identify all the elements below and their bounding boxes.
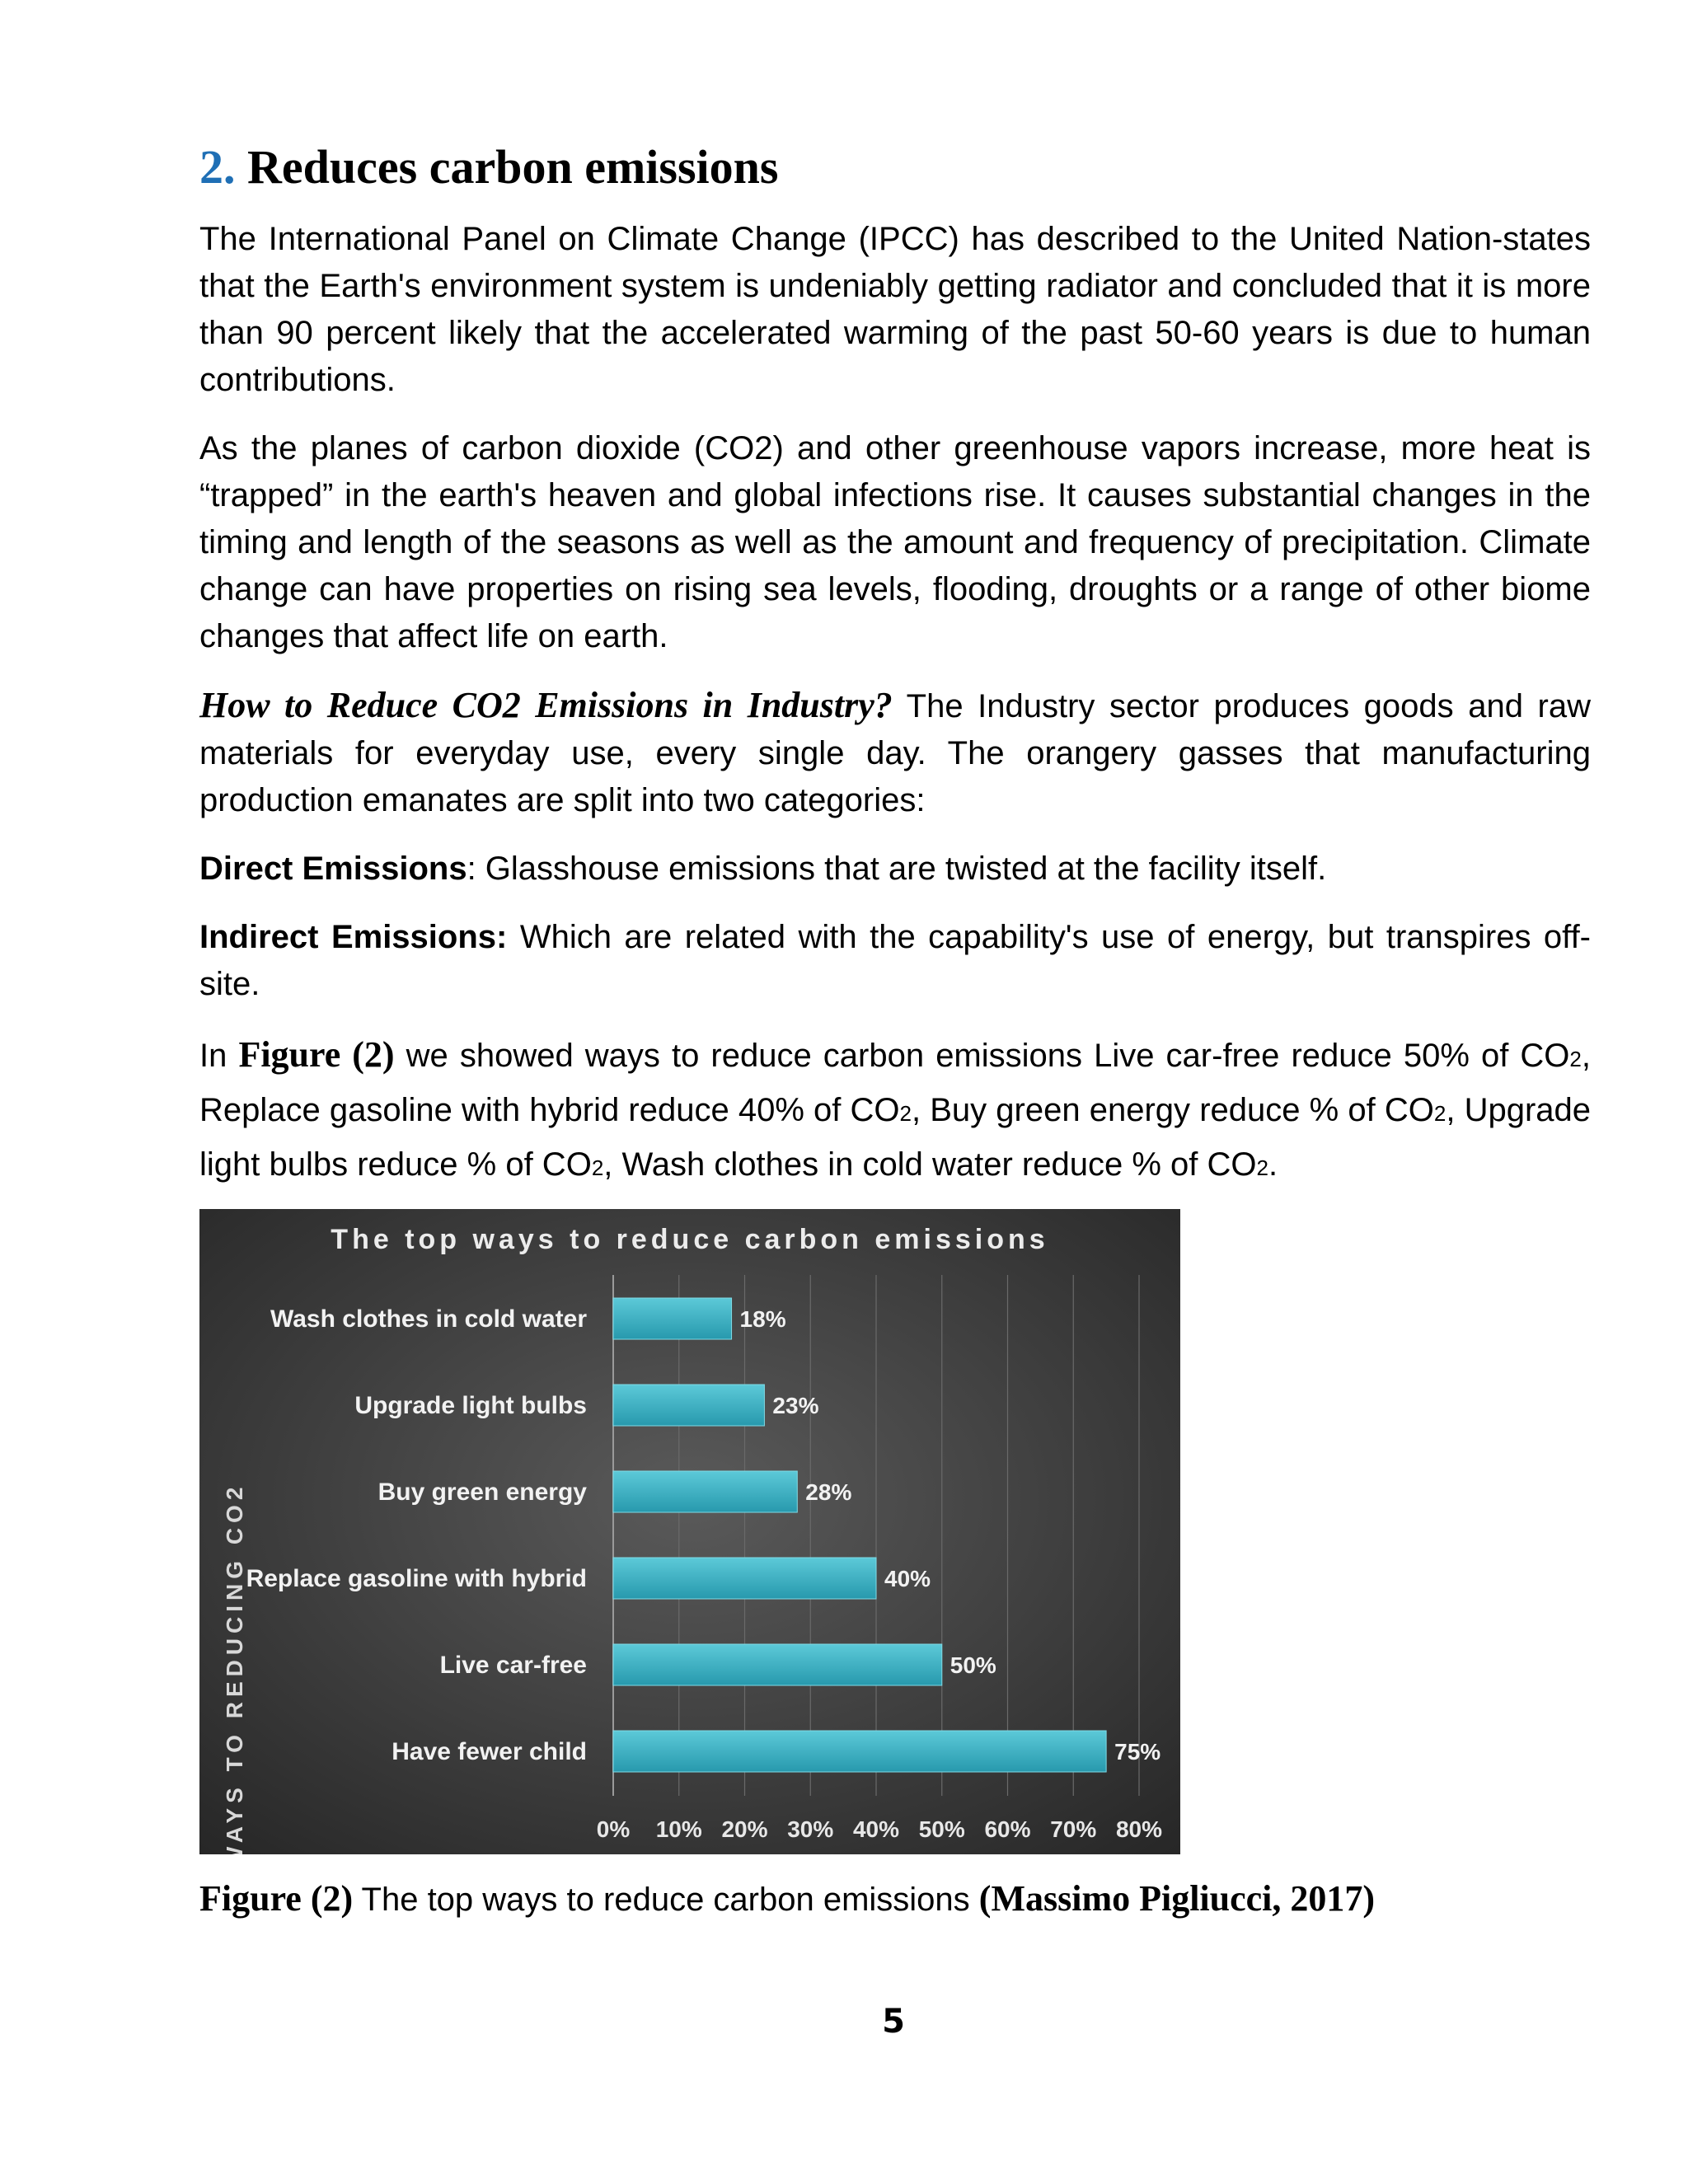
paragraph-greenhouse: As the planes of carbon dioxide (CO2) and other greenhouse vapors increase, more heat is “trapped” in the earth's heaven and global infections rise. It causes substantial changes in the timing and length of the seasons as well as the amount and frequency of precipitation. Climate change can have properties on rising sea levels, flooding, droughts or a range of other biome changes that affect life on earth. — [199, 429, 1591, 654]
subscript: 2 — [1256, 1155, 1268, 1180]
chart-y-axis-label: TOP WAYS TO REDUCING CO2 — [222, 1482, 247, 1854]
bar — [613, 1644, 942, 1685]
paragraph-figure-summary — [199, 1029, 1591, 1193]
caption-citation: (Massimo Pigliucci, 2017) — [978, 1878, 1376, 1919]
section-number: 2. — [199, 140, 236, 194]
subscript: 2 — [591, 1155, 604, 1180]
summary-text-a: In — [199, 1037, 239, 1074]
figure-reference: Figure (2) — [238, 1033, 395, 1075]
value-label: 50% — [950, 1652, 996, 1678]
bar — [613, 1558, 876, 1599]
direct-emissions-label: Direct Emissions — [199, 850, 467, 887]
x-tick-label: 30% — [787, 1816, 834, 1842]
value-label: 28% — [805, 1479, 852, 1505]
x-tick-label: 50% — [918, 1816, 965, 1842]
value-label: 18% — [739, 1306, 786, 1332]
x-tick-label: 70% — [1050, 1816, 1097, 1842]
value-label: 23% — [772, 1393, 819, 1418]
x-tick-label: 0% — [596, 1816, 631, 1842]
carbon-chart — [199, 1209, 1180, 1854]
summary-text-b: we showed ways to reduce carbon emissions Live car-free reduce 50% of CO — [394, 1037, 1570, 1074]
category-label: Buy green energy — [377, 1479, 587, 1506]
summary-text-f: Upgrade light bulbs reduce % of CO — [199, 1091, 1592, 1183]
x-tick-label: 40% — [852, 1816, 900, 1842]
paragraph-industry — [199, 682, 1591, 824]
industry-body: The Industry sector produces goods and raw materials for everyday use, every single day. The orangery gasses that manufacturing production emanates are split into two categories: — [199, 687, 1592, 818]
section-heading — [199, 138, 1591, 196]
category-label: Live car-free — [439, 1652, 587, 1679]
category-label: Have fewer child — [392, 1738, 587, 1765]
paragraph-indirect-emissions — [199, 914, 1591, 1008]
x-tick-label: 80% — [1115, 1816, 1163, 1842]
x-tick-label: 10% — [655, 1816, 702, 1842]
paragraph-ipcc: The International Panel on Climate Change (IPCC) has described to the United Nation-states that the Earth's environment system is undeniably getting radiator and concluded that it is more than 90 percent likely that the accelerated warming of the past 50-60 years is due to human contributions. — [199, 220, 1591, 398]
bar — [613, 1471, 797, 1512]
carbon-chart-svg — [199, 1209, 1180, 1854]
chart-title: The top ways to reduce carbon emissions — [331, 1224, 1049, 1255]
x-tick-label: 20% — [721, 1816, 768, 1842]
subscript: 2 — [899, 1100, 912, 1126]
indirect-emissions-label: Indirect Emissions: — [199, 918, 508, 955]
summary-text-h: . — [1268, 1146, 1278, 1183]
page-content — [199, 138, 1591, 1215]
value-label: 40% — [884, 1566, 931, 1591]
industry-question: How to Reduce CO2 Emissions in Industry? — [199, 684, 893, 725]
bar — [613, 1731, 1106, 1772]
page-number: 5 — [882, 2003, 905, 2041]
caption-text: The top ways to reduce carbon emissions — [353, 1882, 979, 1918]
summary-text-e: , — [1446, 1091, 1456, 1128]
direct-emissions-body: : Glasshouse emissions that are twisted at the facility itself. — [467, 850, 1327, 887]
figure-caption — [199, 1876, 1375, 1923]
caption-figure-label: Figure (2) — [199, 1878, 354, 1919]
section-title: Reduces carbon emissions — [247, 140, 779, 194]
bar — [613, 1298, 732, 1339]
category-label: Wash clothes in cold water — [270, 1305, 587, 1333]
paragraph-direct-emissions — [199, 846, 1591, 893]
bar — [613, 1385, 764, 1426]
x-tick-label: 60% — [984, 1816, 1031, 1842]
subscript: 2 — [1569, 1046, 1582, 1071]
summary-text-d: , Buy green energy reduce % of CO — [912, 1091, 1434, 1128]
value-label: 75% — [1114, 1739, 1161, 1765]
subscript: 2 — [1433, 1100, 1447, 1126]
summary-text-g: , Wash clothes in cold water reduce % of CO — [603, 1146, 1257, 1183]
summary-text-c: , Replace gasoline with hybrid reduce 40% of CO — [199, 1037, 1591, 1128]
category-label: Upgrade light bulbs — [354, 1392, 587, 1419]
indirect-emissions-body: Which are related with the capability's use of energy, but transpires off-site. — [199, 918, 1591, 1002]
category-label: Replace gasoline with hybrid — [246, 1565, 587, 1592]
